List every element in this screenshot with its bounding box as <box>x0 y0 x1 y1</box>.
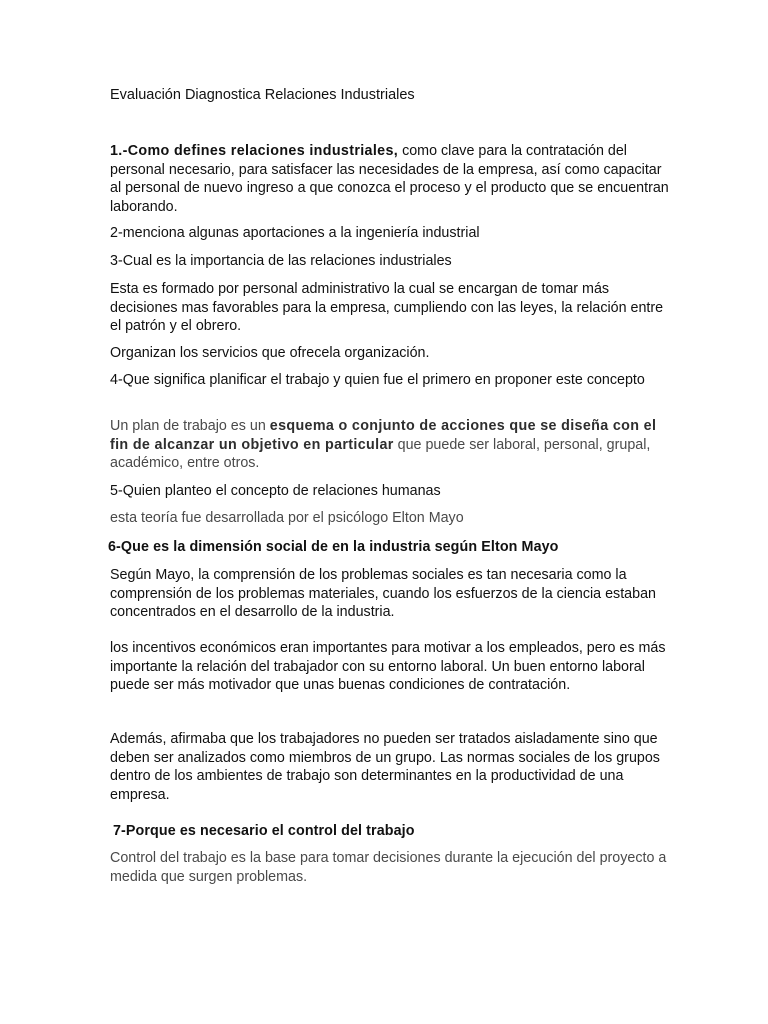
answer-6-paragraph-1: Según Mayo, la comprensión de los problemas sociales es tan necesaria como la comprensión de los problemas materiales, cuando los esfuerzos de la ciencia estaban concentrados en el desarrollo de la industria. <box>110 567 656 620</box>
answer-4-intro: Un plan de trabajo es un <box>110 418 270 434</box>
question-1 <box>110 142 670 216</box>
answer-4 <box>110 417 670 473</box>
answer-6-paragraph-3: Además, afirmaba que los trabajadores no pueden ser tratados aisladamente sino que deben ser analizados como miembros de un grupo. Las normas sociales de los grupos dentro de los ambientes de trabajo son determinantes en la productividad de una empresa. <box>110 731 660 803</box>
answer-3-paragraph-1: Esta es formado por personal administrativo la cual se encargan de tomar más decisiones mas favorables para la empresa, cumpliendo con las leyes, la relación entre el patrón y el obrero. <box>110 281 664 334</box>
question-5: 5-Quien planteo el concepto de relaciones humanas <box>110 483 441 499</box>
answer-4-emphasis: esquema o conjunto de acciones que se diseña con el fin de alcanzar un objetivo en particular <box>110 418 657 453</box>
question-4: 4-Que significa planificar el trabajo y quien fue el primero en proponer este concepto <box>110 372 645 388</box>
question-1-answer: como clave para la contratación del personal necesario, para satisfacer las necesidades de la empresa, así como capacitar al personal de nuevo ingreso a que conozca el proceso y el producto que se encuentran laborando. <box>110 143 669 215</box>
document-title: Evaluación Diagnostica Relaciones Industriales <box>110 87 415 103</box>
question-2: 2-menciona algunas aportaciones a la ingeniería industrial <box>110 225 480 241</box>
question-1-heading: 1.-Como defines relaciones industriales, <box>110 143 399 159</box>
question-7: 7-Porque es necesario el control del trabajo <box>113 823 415 839</box>
answer-6-paragraph-2: los incentivos económicos eran importantes para motivar a los empleados, pero es más importante la relación del trabajador con su entorno laboral. Un buen entorno laboral puede ser más motivador que unas buenas condiciones de contratación. <box>110 640 666 693</box>
answer-5: esta teoría fue desarrollada por el psicólogo Elton Mayo <box>110 510 464 526</box>
question-6: 6-Que es la dimensión social de en la industria según Elton Mayo <box>108 539 559 555</box>
answer-4-outro: que puede ser laboral, personal, grupal, académico, entre otros. <box>110 436 651 471</box>
question-3: 3-Cual es la importancia de las relaciones industriales <box>110 253 452 269</box>
answer-7: Control del trabajo es la base para tomar decisiones durante la ejecución del proyecto a medida que surgen problemas. <box>110 850 667 885</box>
answer-3-paragraph-2: Organizan los servicios que ofrecela organización. <box>110 345 430 361</box>
